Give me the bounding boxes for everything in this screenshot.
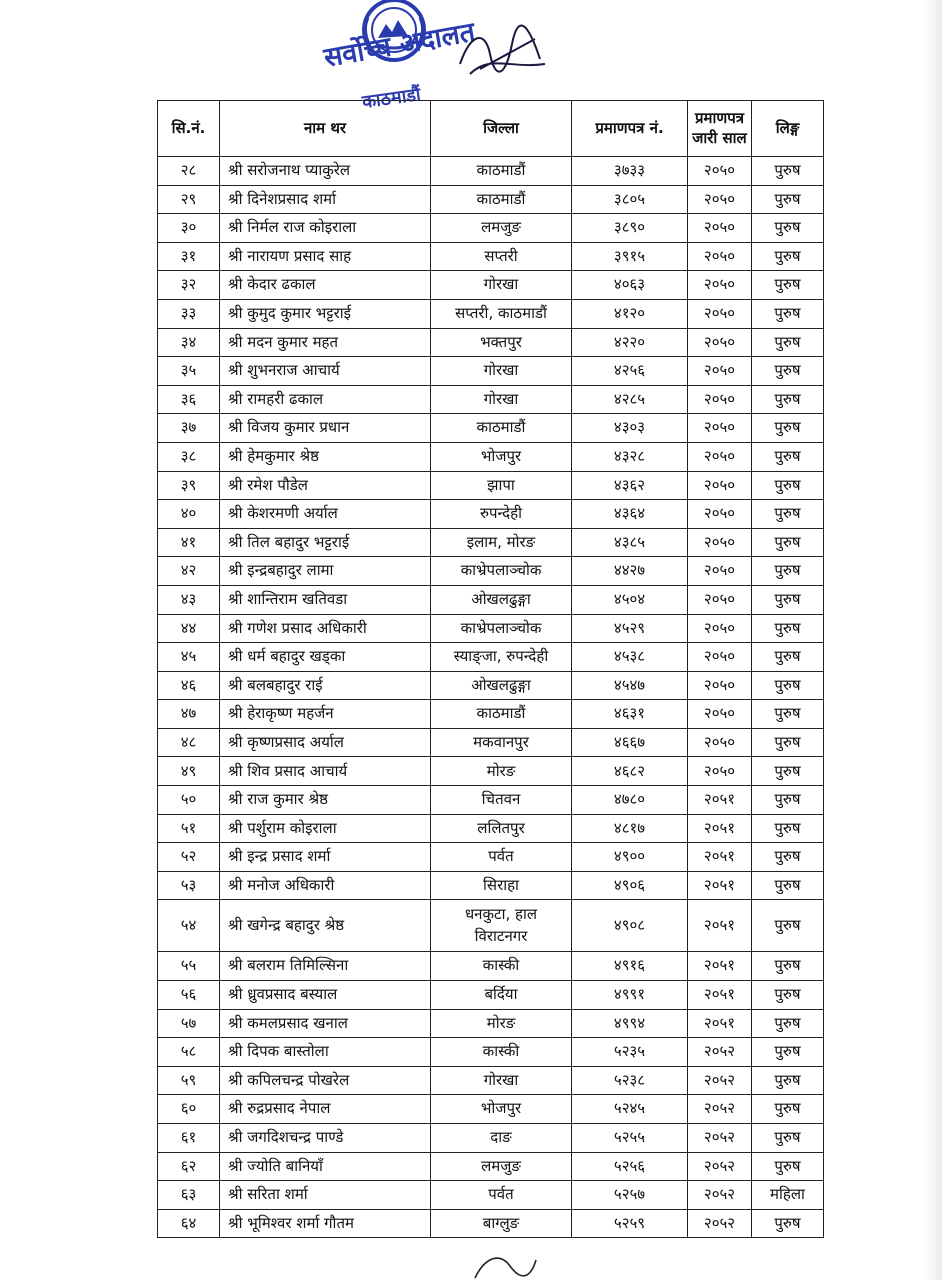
table-row [158,871,824,900]
cell-name: श्री धर्म बहादुर खड्का [220,643,431,672]
cell-gender: पुरुष [752,385,824,414]
cell-district: काठमाडौं [431,157,572,186]
cell-serial-number: ५७ [158,1009,220,1038]
cell-issue-year: २०५२ [688,1152,752,1181]
cell-district: सप्तरी [431,242,572,271]
cell-issue-year: २०५० [688,271,752,300]
cell-issue-year: २०५० [688,528,752,557]
cell-serial-number: ३६ [158,385,220,414]
cell-certificate-number: ३८०५ [572,185,688,214]
cell-issue-year: २०५२ [688,1181,752,1210]
cell-issue-year: २०५० [688,357,752,386]
cell-issue-year: २०५० [688,299,752,328]
cell-gender: पुरुष [752,1124,824,1153]
cell-serial-number: ४० [158,500,220,529]
cell-serial-number: ५९ [158,1066,220,1095]
cell-name: श्री कृष्णप्रसाद अर्याल [220,728,431,757]
cell-name: श्री रमेश पौडेल [220,471,431,500]
table-row [158,843,824,872]
cell-certificate-number: ४०६३ [572,271,688,300]
cell-district: काठमाडौं [431,185,572,214]
table-row [158,471,824,500]
cell-certificate-number: ४५४७ [572,671,688,700]
cell-serial-number: ४४ [158,614,220,643]
cell-district: स्याङ्जा, रुपन्देही [431,643,572,672]
cell-certificate-number: ४६८२ [572,757,688,786]
cell-issue-year: २०५१ [688,786,752,815]
cell-issue-year: २०५० [688,328,752,357]
cell-certificate-number: ५२३५ [572,1038,688,1067]
table-body [158,157,824,1238]
table-row [158,299,824,328]
cell-gender: पुरुष [752,786,824,815]
cell-district: इलाम, मोरङ [431,528,572,557]
cell-serial-number: ५० [158,786,220,815]
cell-name: श्री ज्योति बानियाँ [220,1152,431,1181]
table-row [158,157,824,186]
cell-issue-year: २०५२ [688,1066,752,1095]
cell-gender: पुरुष [752,271,824,300]
table-row [158,242,824,271]
cell-district: मकवानपुर [431,728,572,757]
cell-issue-year: २०५० [688,757,752,786]
cell-name: श्री रामहरी ढकाल [220,385,431,414]
table-row [158,414,824,443]
cell-serial-number: ४३ [158,585,220,614]
cell-name: श्री रुद्रप्रसाद नेपाल [220,1095,431,1124]
table-row [158,1066,824,1095]
cell-serial-number: २९ [158,185,220,214]
cell-issue-year: २०५० [688,557,752,586]
cell-name: श्री हेराकृष्ण महर्जन [220,700,431,729]
cell-name: श्री बलराम तिमिल्सिना [220,952,431,981]
page-edge-shadow [922,0,942,1280]
cell-serial-number: ५३ [158,871,220,900]
header-district: जिल्ला [431,101,572,157]
table-row [158,614,824,643]
cell-gender: पुरुष [752,981,824,1010]
header-issue-year-line2: जारी साल [692,128,747,147]
table-row [158,700,824,729]
table-row [158,528,824,557]
cell-gender: पुरुष [752,185,824,214]
cell-district: चितवन [431,786,572,815]
cell-gender: पुरुष [752,214,824,243]
cell-certificate-number: ५२५५ [572,1124,688,1153]
cell-serial-number: ३३ [158,299,220,328]
cell-name: श्री राज कुमार श्रेष्ठ [220,786,431,815]
cell-serial-number: ३५ [158,357,220,386]
cell-gender: पुरुष [752,1038,824,1067]
cell-district: काठमाडौं [431,700,572,729]
cell-name: श्री शान्तिराम खतिवडा [220,585,431,614]
cell-certificate-number: ४९१६ [572,952,688,981]
cell-name: श्री निर्मल राज कोइराला [220,214,431,243]
cell-serial-number: ४१ [158,528,220,557]
header-issue-year-line1: प्रमाणपत्र [694,109,745,127]
cell-district: काठमाडौं [431,414,572,443]
seal-text-top: सर्वोच्च अदालत [321,16,478,74]
cell-certificate-number: ४५२९ [572,614,688,643]
table-row [158,671,824,700]
cell-issue-year: २०५० [688,442,752,471]
cell-serial-number: ५१ [158,814,220,843]
table-header-row [158,101,824,157]
cell-serial-number: ६४ [158,1209,220,1238]
table-row [158,1152,824,1181]
cell-name: श्री केशरमणी अर्याल [220,500,431,529]
cell-issue-year: २०५२ [688,1095,752,1124]
cell-serial-number: ३८ [158,442,220,471]
cell-district: काभ्रेपलाञ्चोक [431,614,572,643]
cell-certificate-number: ५२५९ [572,1209,688,1238]
cell-district: भोजपुर [431,1095,572,1124]
cell-issue-year: २०५० [688,157,752,186]
table-row [158,952,824,981]
cell-district: कास्की [431,1038,572,1067]
cell-issue-year: २०५० [688,728,752,757]
cell-district: ललितपुर [431,814,572,843]
cell-certificate-number: ४९०८ [572,900,688,952]
table-row [158,1181,824,1210]
cell-gender: पुरुष [752,1009,824,1038]
cell-certificate-number: ४३२८ [572,442,688,471]
cell-district: पर्वत [431,1181,572,1210]
cell-serial-number: २८ [158,157,220,186]
bottom-signature-icon [470,1252,540,1280]
table-row [158,557,824,586]
table-row [158,500,824,529]
cell-district: लमजुङ [431,214,572,243]
cell-certificate-number: ४९९४ [572,1009,688,1038]
cell-issue-year: २०५० [688,700,752,729]
cell-district: सप्तरी, काठमाडौं [431,299,572,328]
cell-gender: पुरुष [752,1095,824,1124]
cell-serial-number: ४२ [158,557,220,586]
cell-gender: पुरुष [752,299,824,328]
cell-gender: पुरुष [752,700,824,729]
cell-district: गोरखा [431,357,572,386]
cell-certificate-number: ४१२० [572,299,688,328]
cell-certificate-number: ५२५६ [572,1152,688,1181]
cell-district: ओखलढुङ्गा [431,671,572,700]
cell-certificate-number: ४३६४ [572,500,688,529]
table-row [158,786,824,815]
table-row [158,981,824,1010]
cell-serial-number: ४५ [158,643,220,672]
cell-gender: पुरुष [752,643,824,672]
cell-name: श्री नारायण प्रसाद साह [220,242,431,271]
cell-issue-year: २०५० [688,500,752,529]
cell-district: भोजपुर [431,442,572,471]
cell-district: मोरङ [431,1009,572,1038]
cell-name: श्री शिव प्रसाद आचार्य [220,757,431,786]
cell-gender: पुरुष [752,757,824,786]
cell-certificate-number: ४६३१ [572,700,688,729]
cell-certificate-number: ४७८० [572,786,688,815]
cell-name: श्री सरोजनाथ प्याकुरेल [220,157,431,186]
cell-name: श्री गणेश प्रसाद अधिकारी [220,614,431,643]
cell-gender: पुरुष [752,900,824,952]
cell-serial-number: ५६ [158,981,220,1010]
table-row [158,1209,824,1238]
cell-name: श्री ध्रुवप्रसाद बस्याल [220,981,431,1010]
cell-certificate-number: ४३८५ [572,528,688,557]
cell-district: भक्तपुर [431,328,572,357]
table-row [158,1095,824,1124]
cell-district-line: धनकुटा, हाल [464,905,538,924]
cell-serial-number: ४९ [158,757,220,786]
cell-name: श्री विजय कुमार प्रधान [220,414,431,443]
cell-gender: पुरुष [752,671,824,700]
cell-gender: पुरुष [752,442,824,471]
cell-serial-number: ६३ [158,1181,220,1210]
cell-name: श्री कुमुद कुमार भट्टराई [220,299,431,328]
supreme-court-seal [300,0,560,115]
cell-certificate-number: ४३६२ [572,471,688,500]
cell-name: श्री सरिता शर्मा [220,1181,431,1210]
cell-gender: पुरुष [752,585,824,614]
cell-name: श्री कपिलचन्द्र पोखरेल [220,1066,431,1095]
signature-icon [450,24,550,84]
seal-text-bottom: काठमाडौं [360,84,422,113]
cell-issue-year: २०५१ [688,981,752,1010]
cell-issue-year: २०५० [688,414,752,443]
table-row [158,814,824,843]
cell-name: श्री मदन कुमार महत [220,328,431,357]
cell-gender: पुरुष [752,528,824,557]
cell-name: श्री इन्द्र प्रसाद शर्मा [220,843,431,872]
cell-certificate-number: ४२२० [572,328,688,357]
cell-district: बर्दिया [431,981,572,1010]
cell-gender: पुरुष [752,614,824,643]
table-row [158,214,824,243]
cell-issue-year: २०५० [688,671,752,700]
cell-issue-year: २०५१ [688,1009,752,1038]
cell-serial-number: ६१ [158,1124,220,1153]
cell-gender: पुरुष [752,471,824,500]
cell-gender: पुरुष [752,500,824,529]
cell-certificate-number: ४९०० [572,843,688,872]
table-row [158,357,824,386]
cell-issue-year: २०५२ [688,1209,752,1238]
cell-certificate-number: ४५३८ [572,643,688,672]
cell-district: रुपन्देही [431,500,572,529]
cell-district: झापा [431,471,572,500]
cell-gender: पुरुष [752,328,824,357]
cell-name: श्री इन्द्रबहादुर लामा [220,557,431,586]
cell-gender: पुरुष [752,357,824,386]
cell-district: ओखलढुङ्गा [431,585,572,614]
cell-serial-number: ३४ [158,328,220,357]
cell-certificate-number: ३८९० [572,214,688,243]
cell-gender: पुरुष [752,814,824,843]
cell-serial-number: ३७ [158,414,220,443]
cell-serial-number: ३२ [158,271,220,300]
cell-issue-year: २०५१ [688,952,752,981]
cell-certificate-number: ५२४५ [572,1095,688,1124]
cell-certificate-number: ४४२७ [572,557,688,586]
cell-issue-year: २०५० [688,385,752,414]
cell-issue-year: २०५० [688,643,752,672]
cell-certificate-number: ४३०३ [572,414,688,443]
lawyer-certificate-table [157,100,824,1238]
cell-serial-number: ४७ [158,700,220,729]
cell-certificate-number: ४२८५ [572,385,688,414]
cell-certificate-number: ५२३८ [572,1066,688,1095]
cell-name: श्री भूमिश्वर शर्मा गौतम [220,1209,431,1238]
header-name: नाम थर [220,101,431,157]
cell-name: श्री पर्शुराम कोइराला [220,814,431,843]
cell-district: दाङ [431,1124,572,1153]
cell-gender: पुरुष [752,952,824,981]
cell-district: मोरङ [431,757,572,786]
cell-name: श्री केदार ढकाल [220,271,431,300]
table-row [158,1009,824,1038]
cell-district: पर्वत [431,843,572,872]
cell-gender: पुरुष [752,157,824,186]
cell-serial-number: ५२ [158,843,220,872]
cell-issue-year: २०५० [688,214,752,243]
cell-district: गोरखा [431,1066,572,1095]
cell-serial-number: ४८ [158,728,220,757]
cell-issue-year: २०५० [688,614,752,643]
table-row [158,900,824,952]
cell-issue-year: २०५० [688,185,752,214]
cell-issue-year: २०५० [688,471,752,500]
cell-gender: पुरुष [752,843,824,872]
cell-serial-number: ६० [158,1095,220,1124]
header-certificate-number: प्रमाणपत्र नं. [572,101,688,157]
cell-certificate-number: ४८१७ [572,814,688,843]
cell-certificate-number: ५२५७ [572,1181,688,1210]
cell-district: सिराहा [431,871,572,900]
cell-serial-number: ४६ [158,671,220,700]
table-row [158,728,824,757]
cell-serial-number: ५४ [158,900,220,952]
cell-issue-year: २०५० [688,585,752,614]
cell-serial-number: ५८ [158,1038,220,1067]
cell-serial-number: ५५ [158,952,220,981]
cell-issue-year: २०५० [688,242,752,271]
table-row [158,271,824,300]
cell-certificate-number: ४९०६ [572,871,688,900]
cell-serial-number: ६२ [158,1152,220,1181]
cell-name: श्री तिल बहादुर भट्टराई [220,528,431,557]
cell-district: लमजुङ [431,1152,572,1181]
cell-name: श्री खगेन्द्र बहादुर श्रेष्ठ [220,900,431,952]
cell-district-line: विराटनगर [474,926,528,945]
cell-issue-year: २०५१ [688,900,752,952]
table-row [158,442,824,471]
cell-serial-number: ३९ [158,471,220,500]
cell-name: श्री कमलप्रसाद खनाल [220,1009,431,1038]
table-row [158,385,824,414]
header-serial-number: सि.नं. [158,101,220,157]
cell-gender: पुरुष [752,1152,824,1181]
cell-name: श्री शुभनराज आचार्य [220,357,431,386]
cell-name: श्री दिनेशप्रसाद शर्मा [220,185,431,214]
cell-district [431,900,572,952]
cell-gender: पुरुष [752,728,824,757]
table-row [158,585,824,614]
cell-gender: पुरुष [752,1066,824,1095]
cell-certificate-number: ४९९१ [572,981,688,1010]
table-row [158,757,824,786]
cell-serial-number: ३१ [158,242,220,271]
table-row [158,328,824,357]
cell-serial-number: ३० [158,214,220,243]
cell-district: गोरखा [431,385,572,414]
cell-gender: पुरुष [752,414,824,443]
cell-issue-year: २०५१ [688,843,752,872]
cell-district: गोरखा [431,271,572,300]
cell-district: कास्की [431,952,572,981]
cell-name: श्री हेमकुमार श्रेष्ठ [220,442,431,471]
cell-certificate-number: ३९१५ [572,242,688,271]
cell-gender: पुरुष [752,242,824,271]
cell-name: श्री जगदिशचन्द्र पाण्डे [220,1124,431,1153]
cell-district: बाग्लुङ [431,1209,572,1238]
cell-name: श्री बलबहादुर राई [220,671,431,700]
table-row [158,185,824,214]
cell-gender: महिला [752,1181,824,1210]
cell-issue-year: २०५२ [688,1038,752,1067]
header-gender: लिङ्ग [752,101,824,157]
table-row [158,643,824,672]
cell-issue-year: २०५१ [688,814,752,843]
cell-certificate-number: ४२५६ [572,357,688,386]
header-issue-year [688,101,752,157]
cell-issue-year: २०५२ [688,1124,752,1153]
cell-gender: पुरुष [752,557,824,586]
cell-district: काभ्रेपलाञ्चोक [431,557,572,586]
cell-certificate-number: ४६६७ [572,728,688,757]
cell-issue-year: २०५१ [688,871,752,900]
table-row [158,1038,824,1067]
cell-name: श्री दिपक बास्तोला [220,1038,431,1067]
cell-gender: पुरुष [752,871,824,900]
table-row [158,1124,824,1153]
cell-certificate-number: ३७३३ [572,157,688,186]
cell-certificate-number: ४५०४ [572,585,688,614]
cell-name: श्री मनोज अधिकारी [220,871,431,900]
cell-gender: पुरुष [752,1209,824,1238]
